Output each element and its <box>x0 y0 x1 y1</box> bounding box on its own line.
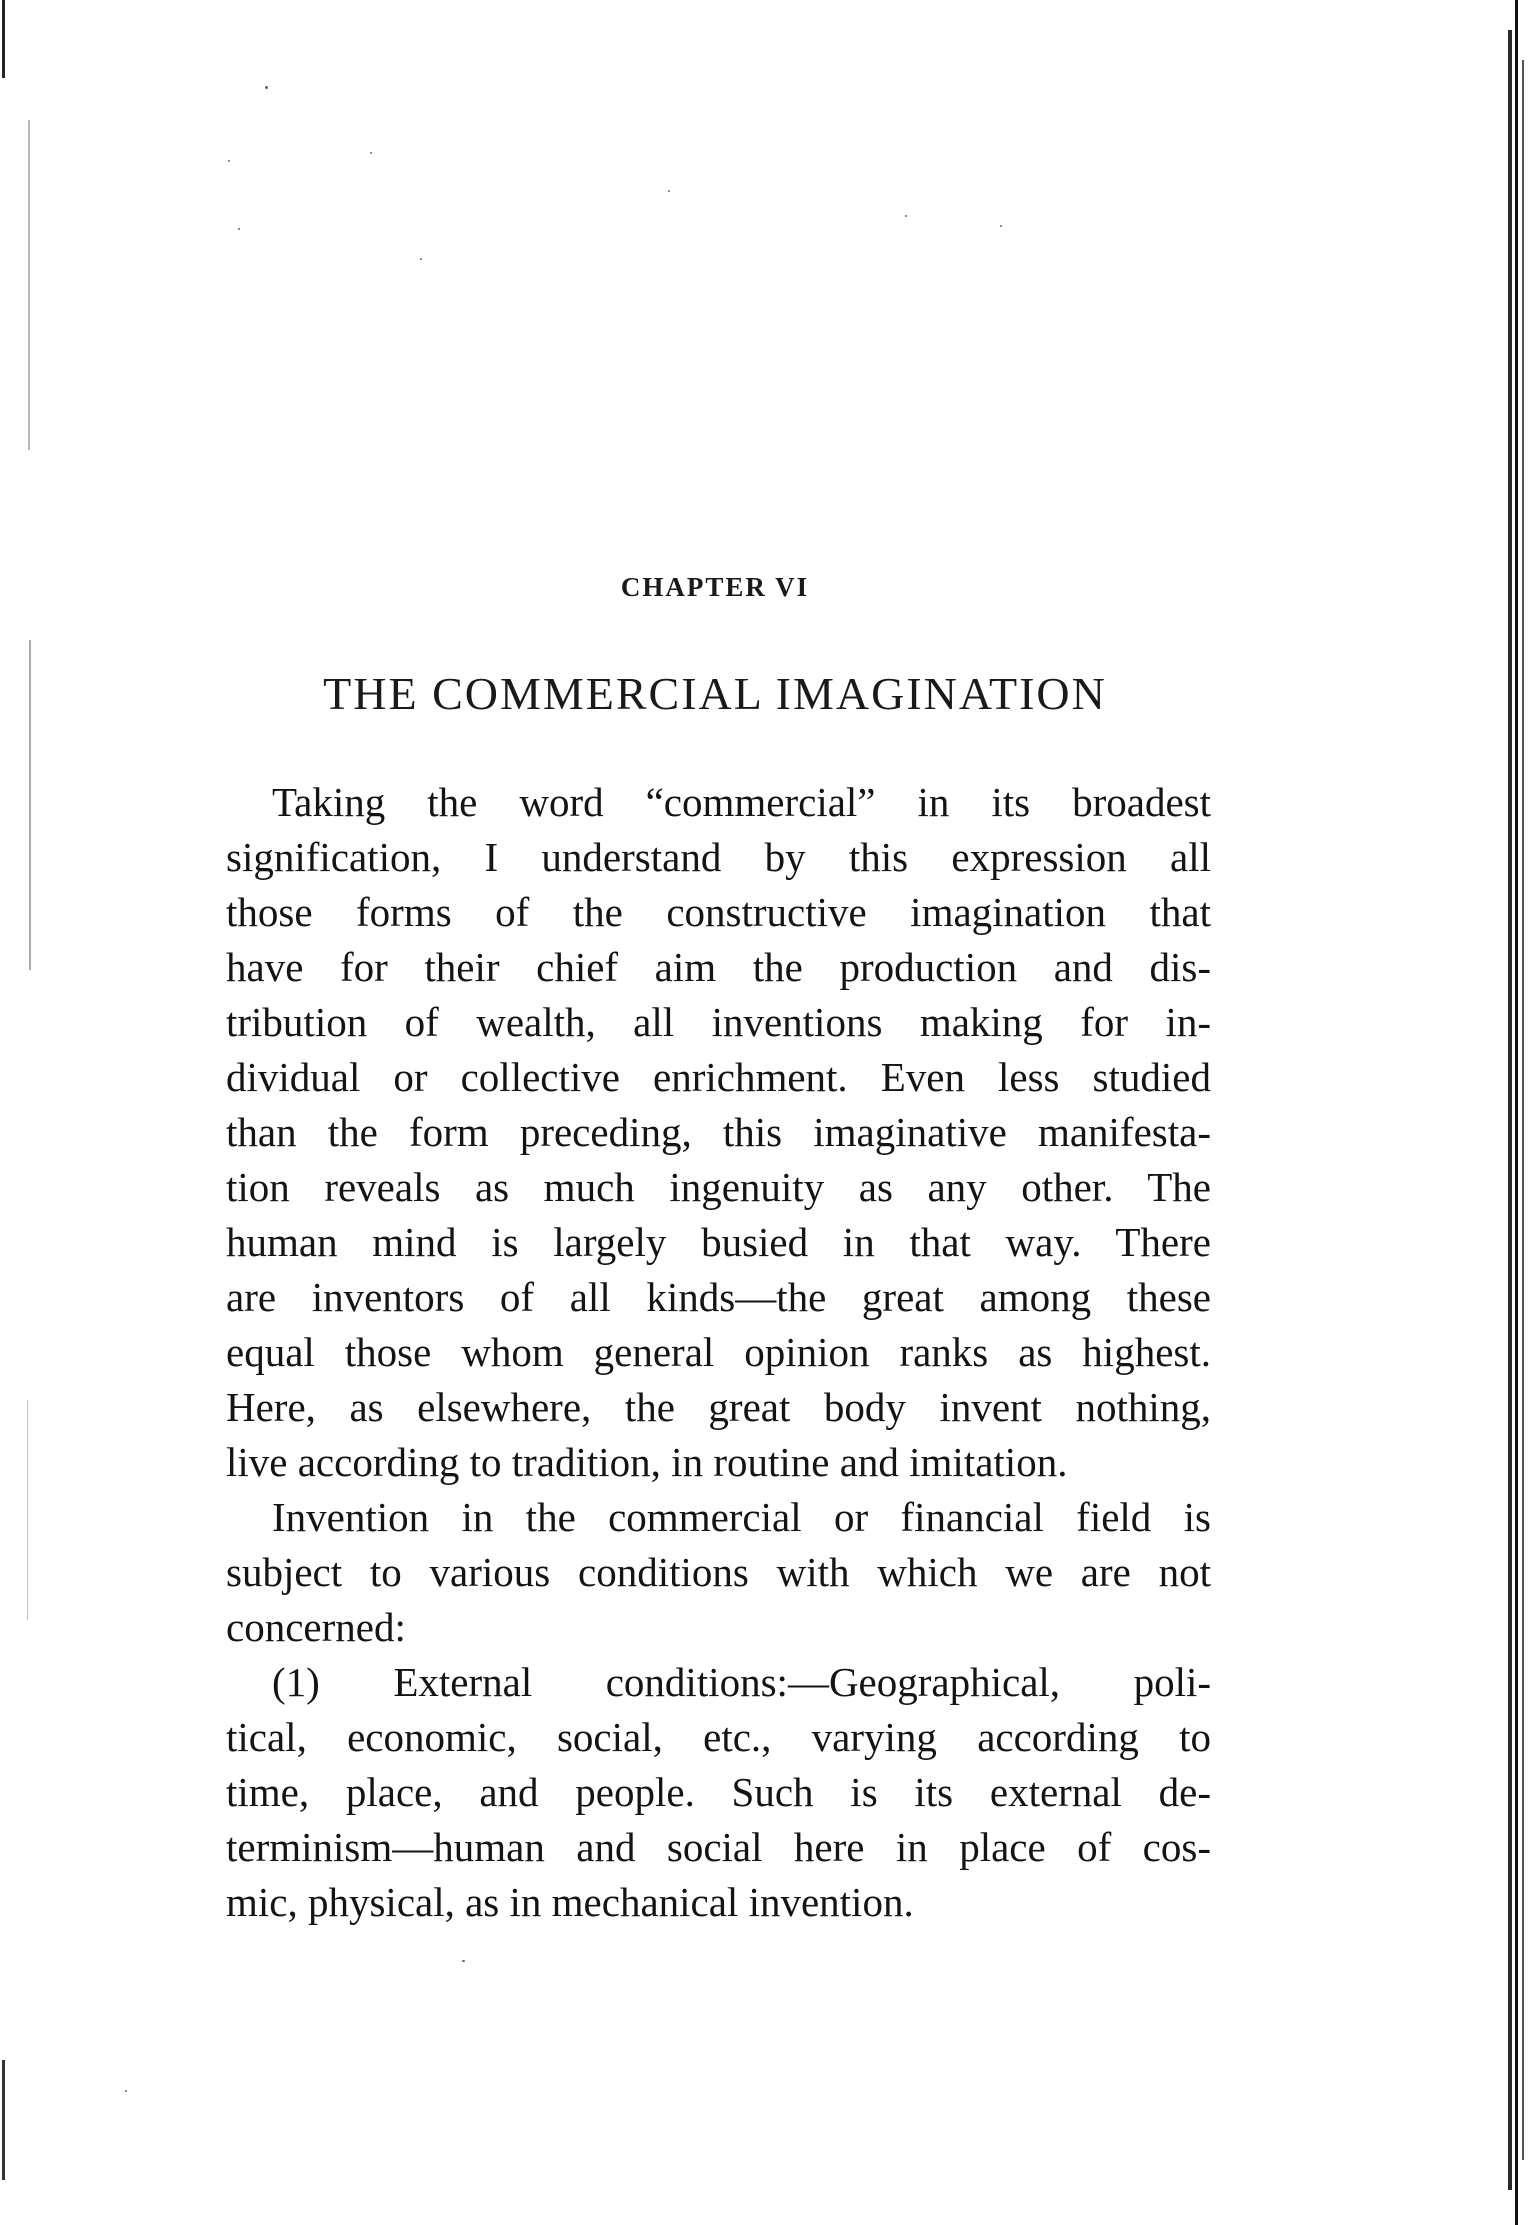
text-line: live according to tradition, in routine and imitation. <box>226 1439 1068 1485</box>
text-line: (1) External conditions:—Geographical, poli- <box>272 1659 1211 1705</box>
scan-speck <box>905 215 907 217</box>
binding-edge-right <box>1522 60 1524 2160</box>
text-line: have for their chief aim the production and dis- <box>226 944 1211 990</box>
text-line: concerned: <box>226 1604 406 1650</box>
text-line: Taking the word “commercial” in its broadest <box>272 779 1211 825</box>
page-edge-left-shadow <box>28 120 30 450</box>
text-line: time, place, and people. Such is its external de- <box>226 1769 1211 1815</box>
text-line: are inventors of all kinds—the great among these <box>226 1274 1211 1320</box>
scan-speck <box>228 160 230 162</box>
text-line: human mind is largely busied in that way. There <box>226 1219 1211 1265</box>
scan-speck <box>462 1960 465 1962</box>
text-line: tribution of wealth, all inventions making for in- <box>226 999 1211 1045</box>
text-line: tical, economic, social, etc., varying according to <box>226 1714 1211 1760</box>
text-line: equal those whom general opinion ranks as highest. <box>226 1329 1211 1375</box>
scan-speck <box>265 86 268 89</box>
text-line: mic, physical, as in mechanical invention. <box>226 1879 914 1925</box>
scan-speck <box>668 190 670 192</box>
scan-speck <box>1000 225 1002 227</box>
text-line: dividual or collective enrichment. Even less studied <box>226 1054 1211 1100</box>
page-edge-left-top <box>2 0 5 78</box>
text-line: than the form preceding, this imaginative manifesta- <box>226 1109 1211 1155</box>
scan-speck <box>125 2090 127 2092</box>
body-text <box>226 775 1211 1930</box>
binding-edge-right <box>1508 30 1512 2190</box>
text-line: subject to various conditions with which we are not <box>226 1549 1211 1595</box>
text-line: tion reveals as much ingenuity as any other. The <box>226 1164 1211 1210</box>
scan-speck <box>420 258 422 260</box>
paragraph <box>226 775 1211 1490</box>
text-line: Here, as elsewhere, the great body invent nothing, <box>226 1384 1211 1430</box>
page-edge-left-bottom <box>2 2060 5 2180</box>
paragraph <box>226 1655 1211 1930</box>
chapter-title: THE COMMERCIAL IMAGINATION <box>323 668 1107 719</box>
chapter-label: CHAPTER VI <box>620 572 810 602</box>
text-line: terminism—human and social here in place of cos- <box>226 1824 1211 1870</box>
binding-edge-right <box>1515 0 1518 2225</box>
scan-speck <box>238 228 240 230</box>
text-line: those forms of the constructive imagination that <box>226 889 1211 935</box>
text-line: Invention in the commercial or financial field is <box>272 1494 1211 1540</box>
scan-speck <box>370 152 372 154</box>
page-edge-left-shadow <box>27 1400 28 1620</box>
text-line: signification, I understand by this expression all <box>226 834 1211 880</box>
paragraph <box>226 1490 1211 1655</box>
